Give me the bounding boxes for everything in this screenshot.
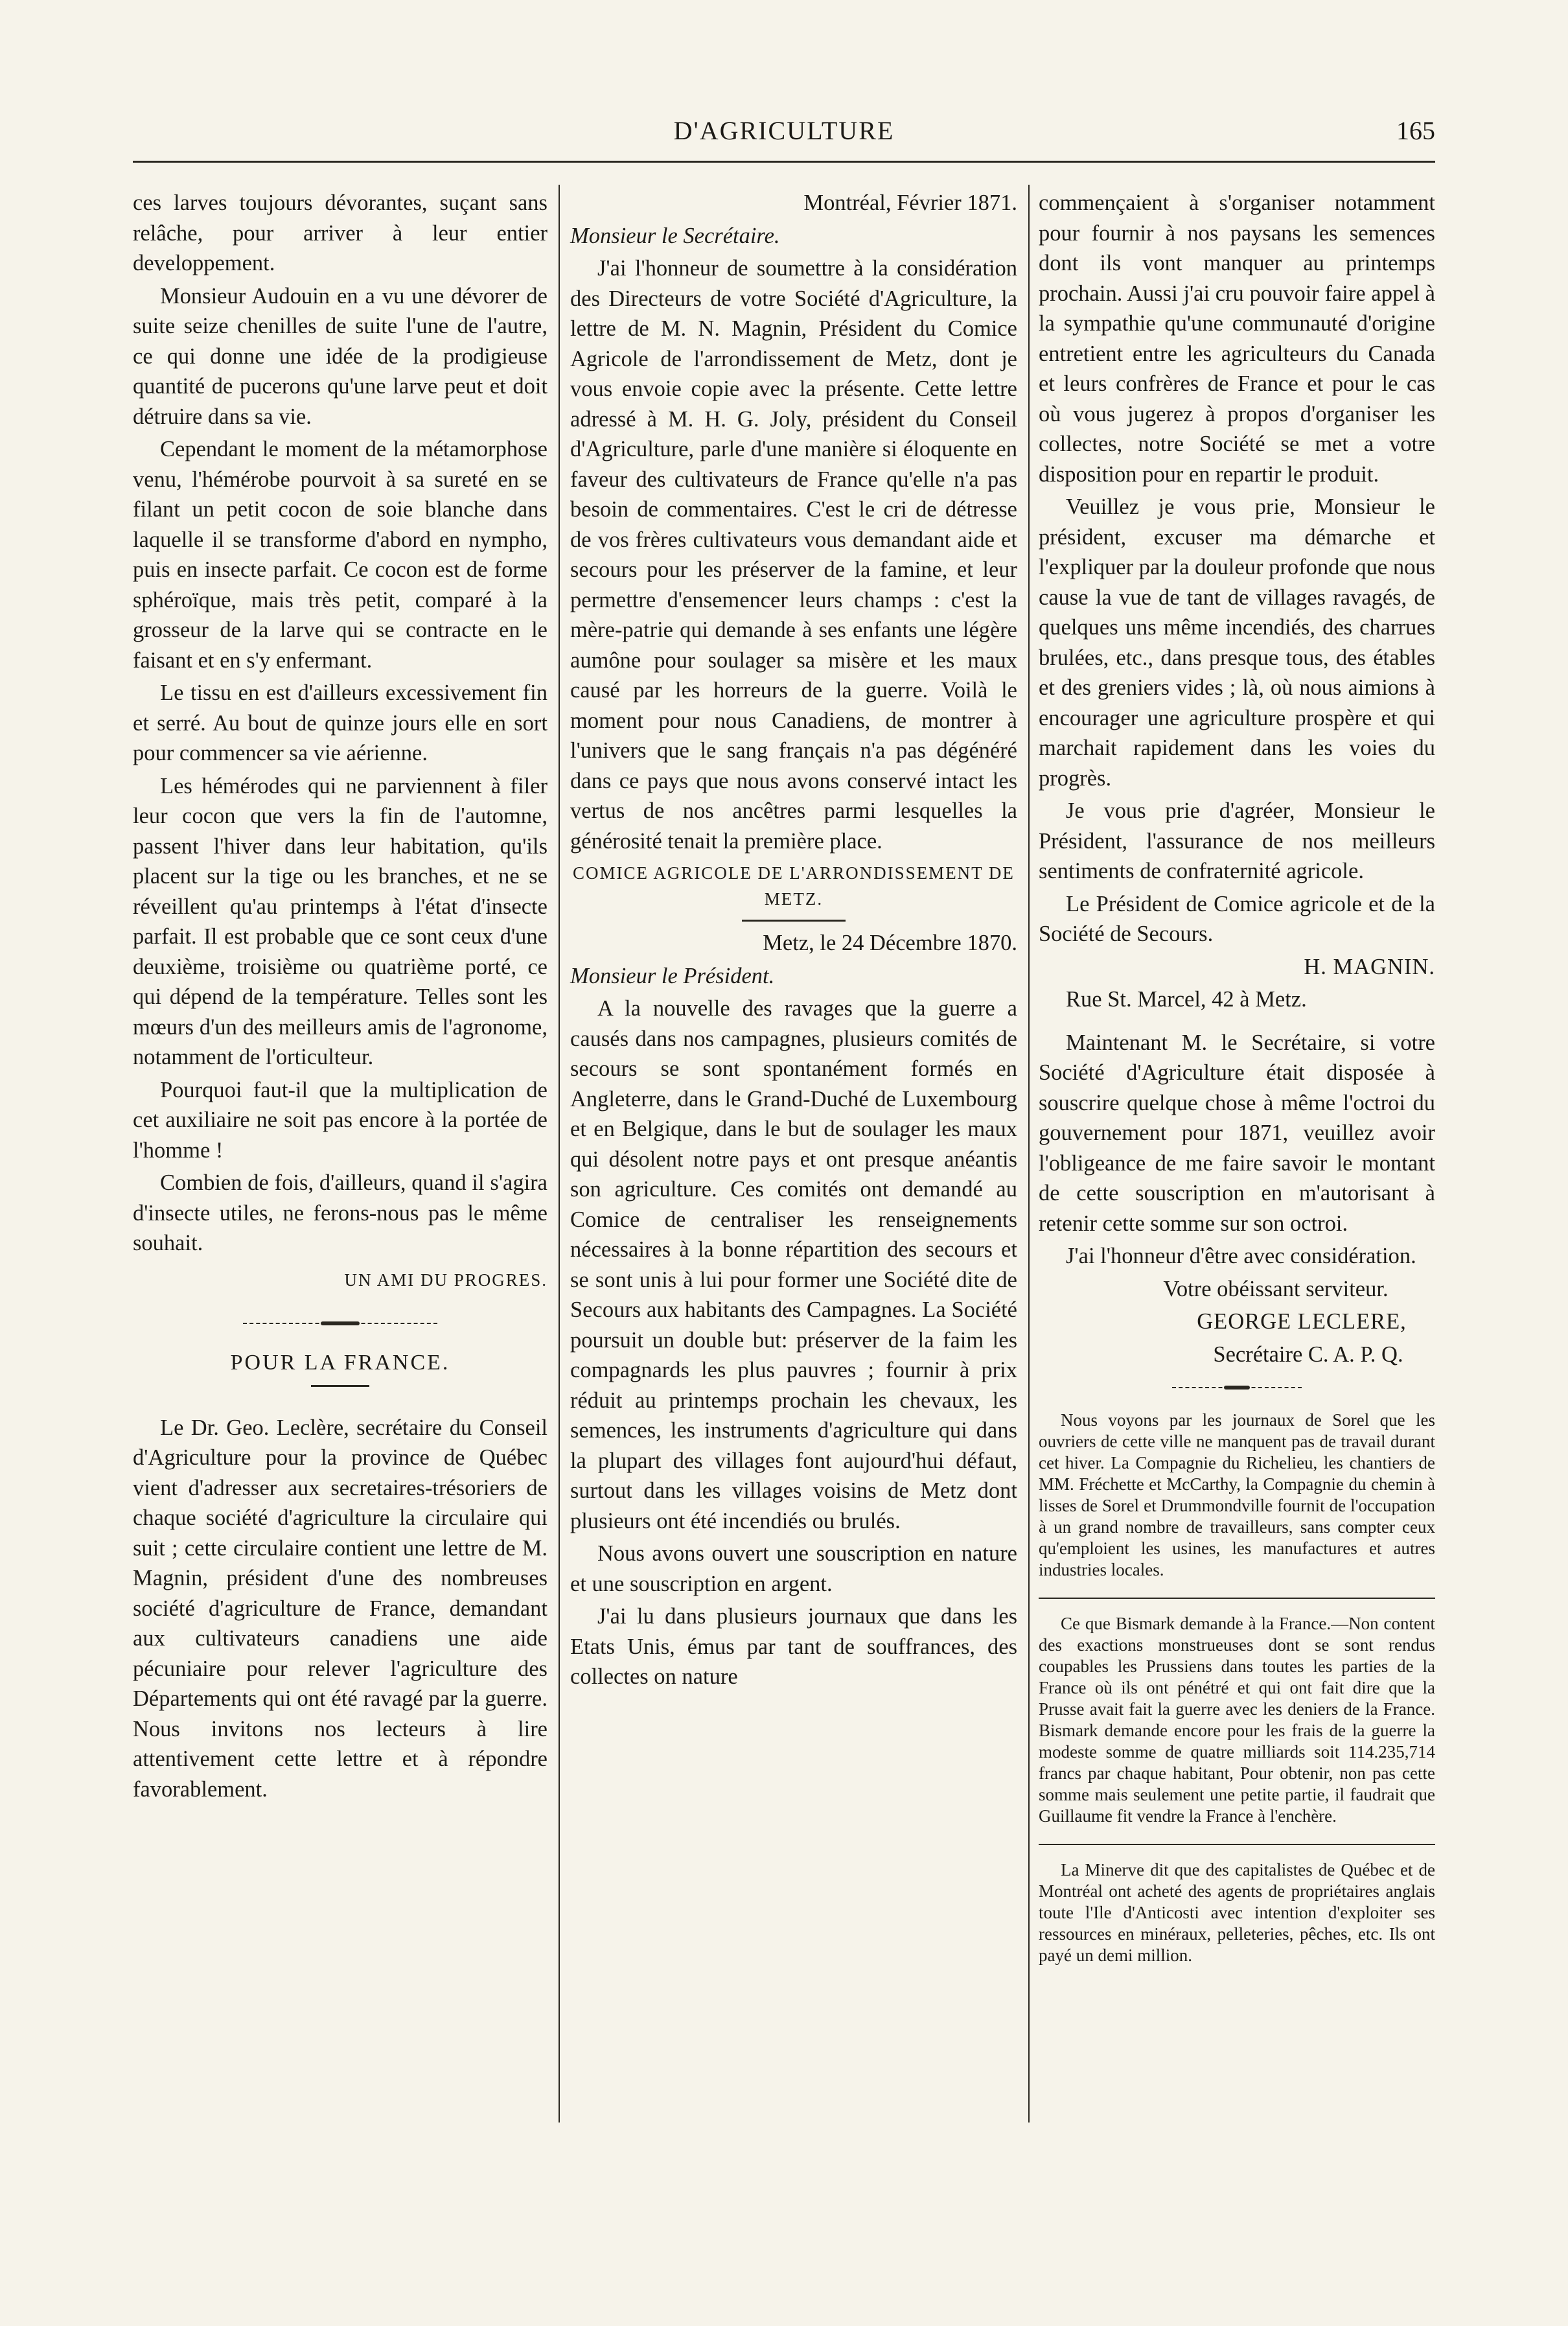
paragraph: Le Président de Comice agricole et de la Société de Secours. (1039, 891, 1435, 946)
paragraph: Combien de fois, d'ailleurs, quand il s'agira d'insecte utiles, ne ferons-nous pas le même souhait. (133, 1170, 548, 1255)
paragraph: J'ai l'honneur de soumettre à la considération des Directeurs de votre Société d'Agriculture, la lettre de M. N. Magnin, Président du Comice Agricole de l'arrondissement de Metz, dont je vous envoie copie avec la présente. Cette lettre adressé à M. H. G. Joly, président du Conseil d'Agriculture, parle d'une manière si éloquente en faveur des cultivateurs de France qu'elle n'a pas besoin de commentaires. C'est le cri de détresse de vos frères cultivateurs vous demandant aide et secours pour les préserver de la famine, et leur permettre d'ensemencer leurs champs : c'est la mère-patrie qui demande à ses enfants une légère aumône pour soulager sa misère et les maux causé par les horreurs de la guerre. Voilà le moment pour nous Canadiens, de montrer à l'univers que le sang français n'a pas dégénéré dans ce pays que nous avons conservé intact les vertus de nos ancêtres parmi lesquelles la générosité tenait la première place. (570, 256, 1017, 854)
address: Rue St. Marcel, 42 à Metz. (1066, 987, 1307, 1012)
paragraph: Les hémérodes qui ne parviennent à filer leur cocon que vers la fin de l'automne, passent l'hiver dans leur habitation, qu'ils placent sur la tige ou les branches, et ne se réveillent qu'au printemps à l'état d'insecte parfait. Il est probable que ce sont ceux d'une deuxième, troisième ou quatrième porté, ce qui dépend de la température. Telles sont les mœurs d'un des meilleurs amis de l'agronome, notamment de l'orticulteur. (133, 773, 548, 1069)
news-note (1039, 1410, 1435, 1581)
running-title: D'AGRICULTURE (673, 116, 895, 145)
paragraph: J'ai lu dans plusieurs journaux que dans les Etats Unis, émus par tant de souffrances, des collectes on nature (570, 1604, 1017, 1689)
note-text: Ce que Bismark demande à la France.—Non content des exactions monstrueuses dont se sont rendus coupables les Prussiens dans toutes les parties de la France où ils ont pénétré et qui ont fait dire que la Prusse avait fait la guerre avec les deniers de la France. Bismark demande encore pour les frais de la guerre la modeste somme de quatre milliards soit 114.235,714 francs par chaque habitant, Pour obtenir, non pas cette somme mais seulement une petite partie, il faudrait que Guillaume fit vendre la France à l'enchère. (1039, 1614, 1435, 1826)
heading-rule (742, 920, 846, 922)
column-2 (570, 188, 1017, 2294)
column-3 (1039, 188, 1435, 2294)
column-1 (133, 188, 548, 2294)
paragraph: Cependant le moment de la métamorphose venu, l'hémérobe pourvoit à sa sureté en se filant un petit cocon de soie blanche dans laquelle il se transforme d'abord en nympho, puis en insecte parfait. Ce cocon est de forme sphéroïque, mais très petit, comparé à la grosseur de la larve qui se contracte en le faisant et en s'y enfermant. (133, 437, 548, 673)
paragraph: J'ai l'honneur d'être avec considération. (1066, 1244, 1416, 1268)
paragraph: Pourquoi faut-il que la multiplication de cet auxiliaire ne soit pas encore à la portée de l'homme ! (133, 1077, 548, 1163)
article-signature: UN AMI DU PROGRES. (344, 1270, 548, 1290)
note-text: La Minerve dit que des capitalistes de Québec et de Montréal ont acheté des agents de propriétaires anglais toute l'Ile d'Anticosti avec intention d'exploiter ses ressources en minéraux, pelleteries, pêches, etc. Ils ont payé un demi million. (1039, 1860, 1435, 1965)
ornamental-rule (243, 1321, 437, 1326)
signature-name: H. MAGNIN. (1304, 954, 1435, 979)
salutation: Monsieur le Président. (570, 963, 775, 988)
note-text: Nous voyons par les journaux de Sorel que les ouvriers de cette ville ne manquent pas de travail durant cet hiver. La Compagnie du Richelieu, les chantiers de MM. Fréchette et McCarthy, la Compagnie du chemin à lisses de Sorel et Drummondville fournit de l'occupation à un grand nombre de travailleurs, sans compter ceux qu'emploient les usines, les manufactures et autres industries locales. (1039, 1410, 1435, 1579)
note-rule (1039, 1598, 1435, 1599)
page-number: 165 (1396, 116, 1435, 145)
paragraph: Le Dr. Geo. Leclère, secrétaire du Conseil d'Agriculture pour la province de Québec vient d'adresser aux secretaires-trésoriers de chaque société d'agriculture la circulaire qui suit ; cette circulaire contient une lettre de M. Magnin, président d'une des nombreuses société d'agriculture de France, demandant aux cultivateurs canadiens une aide pécuniaire pour relever l'agriculture des Départements qui ont été ravagé par la guerre. Nous invitons nos lecteurs à lire attentivement cette lettre et à répondre favorablement. (133, 1415, 548, 1802)
paragraph: Le tissu en est d'ailleurs excessivement fin et serré. Au bout de quinze jours elle en sort pour commencer sa vie aérienne. (133, 680, 548, 765)
salutation: Monsieur le Secrétaire. (570, 223, 780, 248)
short-rule (311, 1385, 369, 1387)
column-divider-2 (1028, 185, 1030, 2122)
section-title: POUR LA FRANCE. (230, 1351, 450, 1375)
dateline: Metz, le 24 Décembre 1870. (763, 931, 1017, 955)
running-head (133, 115, 1435, 154)
news-note (1039, 1613, 1435, 1827)
header-rule (133, 161, 1435, 163)
ornamental-rule (1172, 1385, 1302, 1390)
note-rule (1039, 1844, 1435, 1845)
paragraph: ces larves toujours dévorantes, suçant sans relâche, pour arriver à leur entier developpement. (133, 191, 548, 275)
paragraph: Veuillez je vous prie, Monsieur le président, excuser ma démarche et l'expliquer par la douleur profonde que nous cause la vue de tant de villages ravagés, de quelques uns même incendiés, des charrues brulées, etc., dans presque tous, des étables et des greniers vides ; là, où nous aimions à encourager une agriculture prospère et qui marchait rapidement dans les voies du progrès. (1039, 494, 1435, 791)
dateline: Montréal, Février 1871. (803, 191, 1017, 215)
paragraph: Je vous prie d'agréer, Monsieur le Président, l'assurance de nos meilleurs sentiments de confraternité agricole. (1039, 798, 1435, 883)
news-note (1039, 1859, 1435, 1966)
paragraph: Nous avons ouvert une souscription en nature et une souscription en argent. (570, 1541, 1017, 1596)
paragraph: commençaient à s'organiser notamment pour fournir à nos paysans les semences dont ils vont manquer au printemps prochain. Aussi j'ai cru pouvoir faire appel à la sympathie qu'une communauté d'origine entretient entre les agriculteurs du Canada et leurs confrères de France et pour le cas où vous jugerez à propos d'organiser les collectes, notre Société se met a votre disposition pour en repartir le produit. (1039, 191, 1435, 487)
column-divider-1 (559, 185, 560, 2122)
paragraph: Monsieur Audouin en a vu une dévorer de suite seize chenilles de suite l'une de l'autre, ce qui donne une idée de la prodigieuse quantité de pucerons qu'une larve peut et doit détruire dans sa vie. (133, 283, 548, 429)
closing-name: GEORGE LECLERE, (1197, 1309, 1407, 1334)
closing-line: Votre obéissant serviteur. (1163, 1276, 1389, 1301)
letter-heading: COMICE AGRICOLE DE L'ARRONDISSEMENT DE METZ. (573, 863, 1015, 909)
closing-title: Secrétaire C. A. P. Q. (1213, 1342, 1403, 1367)
paragraph: Maintenant M. le Secrétaire, si votre Société d'Agriculture était disposée à souscrire quelque chose à même l'octroi du gouvernement pour 1871, veuillez avoir l'obligeance de me faire savoir le montant de cette souscription en m'autorisant à retenir cette somme sur son octroi. (1039, 1030, 1435, 1236)
paragraph: A la nouvelle des ravages que la guerre a causés dans nos campagnes, plusieurs comités de secours se sont spontanément formés en Angleterre, dans le Grand-Duché de Luxembourg et en Belgique, dans le but de soulager les maux qui désolent notre pays et ont presque anéantis son agriculture. Ces comités ont demandé au Comice de centraliser les renseignements nécessaires à la bonne répartition des secours et se sont unis à lui pour former une Société dite de Secours aux habitants des Campagnes. La Société poursuit un double but: préserver de la faim les compagnards les plus pauvres ; fournir à prix réduit au printemps prochain les chevaux, les semences, les instruments d'agriculture qui dans la plupart des villages font aujourd'hui défaut, surtout dans les villages voisins de Metz dont plusieurs ont été incendiés ou brulés. (570, 996, 1017, 1533)
